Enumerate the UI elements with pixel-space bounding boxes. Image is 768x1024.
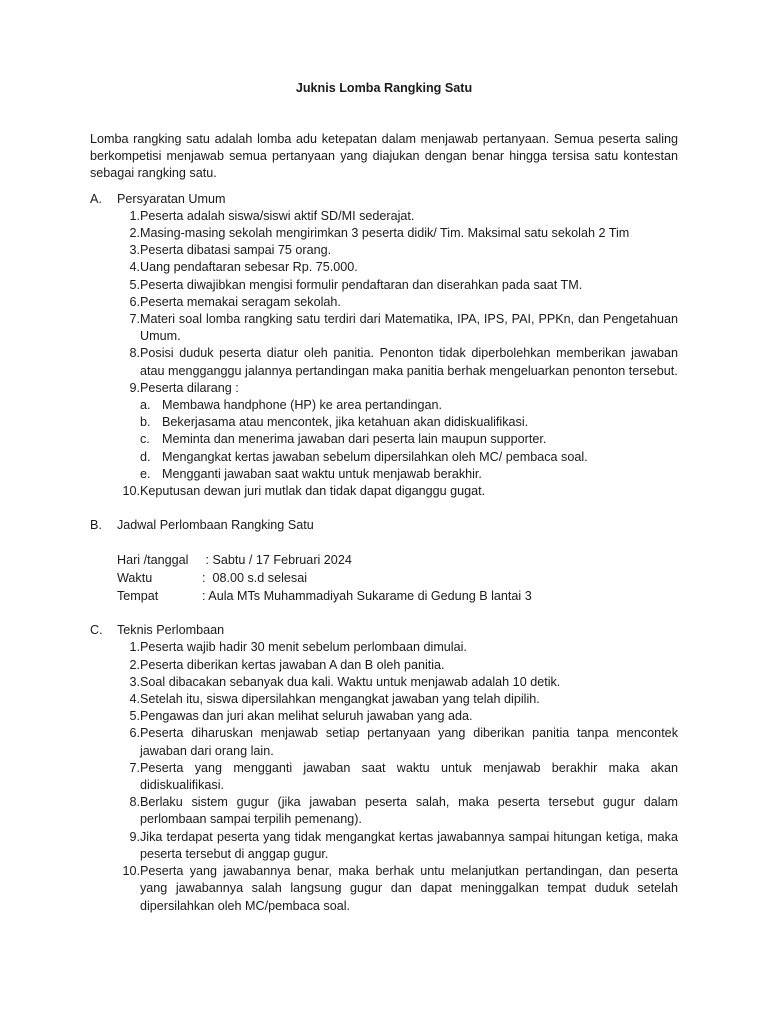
list-text: Setelah itu, siswa dipersilahkan mengangkat jawaban yang telah dipilih.	[140, 692, 540, 707]
document-page	[90, 80, 678, 915]
list-text: Materi soal lomba rangking satu terdiri dari Matematika, IPA, IPS, PAI, PPKn, dan Pengetahuan Umum.	[140, 312, 678, 344]
list-number: 4.	[129, 260, 140, 275]
list-text: Uang pendaftaran sebesar Rp. 75.000.	[140, 260, 358, 275]
sub-list-text: Membawa handphone (HP) ke area pertandingan.	[162, 398, 443, 413]
list-number: 7.	[129, 312, 140, 327]
schedule-row	[117, 570, 678, 588]
schedule-row	[117, 588, 678, 606]
list-number: 4.	[129, 692, 140, 707]
list-item	[117, 794, 678, 828]
list-number: 5.	[129, 277, 140, 292]
list-item	[117, 863, 678, 915]
list-number: 8.	[129, 346, 140, 361]
sub-list-item	[140, 449, 678, 466]
list-item	[117, 242, 678, 259]
sub-list-item	[140, 397, 678, 414]
intro-paragraph: Lomba rangking satu adalah lomba adu ketepatan dalam menjawab pertanyaan. Semua peserta saling berkompetisi menjawab semua pertanyaan yang diajukan dengan benar hingga tersisa satu kontestan sebagai rangking satu.	[90, 132, 678, 181]
list-number: 2.	[129, 226, 140, 241]
list-text: Jika terdapat peserta yang tidak mengangkat kertas jawabannya sampai hitungan ketiga, maka peserta tersebut di anggap gugur.	[140, 829, 678, 861]
list-number: 5.	[129, 709, 140, 724]
list-item	[117, 691, 678, 708]
list-number: 10.	[122, 864, 140, 879]
sub-list-letter: c.	[140, 432, 150, 447]
schedule-table	[117, 552, 678, 605]
sub-list-item	[140, 431, 678, 448]
list-number: 7.	[129, 760, 140, 775]
list-text: Soal dibacakan sebanyak dua kali. Waktu untuk menjawab adalah 10 detik.	[140, 674, 561, 689]
list-item	[117, 345, 678, 379]
list-number: 10.	[122, 484, 140, 499]
list-item	[117, 674, 678, 691]
schedule-label: Tempat	[117, 588, 159, 603]
list-item	[117, 294, 678, 311]
section-c-letter: C.	[90, 623, 103, 638]
sub-list-text: Meminta dan menerima jawaban dari peserta lain maupun supporter.	[162, 432, 547, 447]
list-text: Masing-masing sekolah mengirimkan 3 peserta didik/ Tim. Maksimal satu sekolah 2 Tim	[140, 226, 630, 241]
prohibition-sublist	[140, 397, 678, 483]
list-item	[117, 225, 678, 242]
list-text: Peserta dibatasi sampai 75 orang.	[140, 243, 332, 258]
sub-list-letter: d.	[140, 449, 151, 464]
schedule-label: Hari /tanggal	[117, 553, 189, 568]
list-item	[117, 657, 678, 674]
section-a-list	[117, 208, 678, 500]
list-text: Peserta memakai seragam sekolah.	[140, 294, 341, 309]
list-number: 9.	[129, 829, 140, 844]
sub-list-text: Mengganti jawaban saat waktu untuk menjawab berakhir.	[162, 466, 482, 481]
section-a-letter: A.	[90, 191, 102, 206]
list-number: 1.	[129, 208, 140, 223]
list-text: Keputusan dewan juri mutlak dan tidak dapat diganggu gugat.	[140, 484, 486, 499]
list-text: Peserta yang jawabannya benar, maka berhak untu melanjutkan pertandingan, dan peserta yang jawabannya salah langsung gugur dan dapat meninggalkan tempat duduk setelah dipersilahkan oleh MC/pembaca soal.	[140, 864, 678, 913]
list-item	[117, 311, 678, 345]
list-item	[117, 760, 678, 794]
section-b-letter: B.	[90, 518, 102, 533]
list-text: Posisi duduk peserta diatur oleh panitia. Penonton tidak diperbolehkan memberikan jawaban atau mengganggu jalannya pertandingan maka panitia berhak mengeluarkan penonton tersebut.	[140, 346, 678, 378]
sub-list-letter: b.	[140, 415, 151, 430]
list-text: Peserta adalah siswa/siswi aktif SD/MI sederajat.	[140, 208, 415, 223]
list-text: Peserta diberikan kertas jawaban A dan B oleh panitia.	[140, 657, 445, 672]
section-c-heading: Teknis Perlombaan	[117, 623, 225, 638]
section-c-list	[117, 639, 678, 914]
list-item	[117, 259, 678, 276]
section-a	[90, 191, 678, 501]
list-number: 9.	[129, 380, 140, 395]
schedule-value: : 08.00 s.d selesai	[202, 571, 308, 586]
list-text: Pengawas dan juri akan melihat seluruh jawaban yang ada.	[140, 709, 473, 724]
list-item	[117, 483, 678, 500]
schedule-value: : Aula MTs Muhammadiyah Sukarame di Gedung B lantai 3	[202, 588, 532, 603]
list-number: 3.	[129, 674, 140, 689]
list-number: 6.	[129, 294, 140, 309]
sub-list-text: Mengangkat kertas jawaban sebelum dipersilahkan oleh MC/ pembaca soal.	[162, 449, 588, 464]
list-number: 8.	[129, 795, 140, 810]
list-number: 6.	[129, 726, 140, 741]
list-number: 1.	[129, 640, 140, 655]
document-title: Juknis Lomba Rangking Satu	[295, 81, 473, 95]
section-b	[90, 517, 678, 605]
sub-list-item	[140, 466, 678, 483]
list-text: Peserta wajib hadir 30 menit sebelum perlombaan dimulai.	[140, 640, 467, 655]
list-item	[117, 725, 678, 759]
schedule-value: : Sabtu / 17 Februari 2024	[202, 553, 352, 568]
list-item	[117, 208, 678, 225]
section-c	[90, 622, 678, 914]
list-text: Peserta diwajibkan mengisi formulir pendaftaran dan diserahkan pada saat TM.	[140, 277, 583, 292]
sub-list-text: Bekerjasama atau mencontek, jika ketahuan akan didiskualifikasi.	[162, 415, 529, 430]
schedule-label: Waktu	[117, 571, 153, 586]
list-text: Peserta dilarang :	[140, 380, 239, 395]
list-number: 2.	[129, 657, 140, 672]
list-number: 3.	[129, 243, 140, 258]
sub-list-letter: e.	[140, 466, 151, 481]
section-a-heading: Persyaratan Umum	[117, 191, 226, 206]
list-text: Peserta diharuskan menjawab setiap pertanyaan yang diberikan panitia tanpa mencontek jawaban dari orang lain.	[140, 726, 678, 758]
list-text: Peserta yang mengganti jawaban saat waktu untuk menjawab berakhir maka akan didiskualifikasi.	[140, 760, 678, 793]
list-item	[117, 708, 678, 725]
list-text: Berlaku sistem gugur (jika jawaban peserta salah, maka peserta tersebut gugur dalam perlombaan sampai terpilih pemenang).	[140, 795, 678, 827]
list-item	[117, 639, 678, 656]
list-item	[117, 380, 678, 483]
sub-list-letter: a.	[140, 398, 151, 413]
sub-list-item	[140, 414, 678, 431]
list-item	[117, 829, 678, 863]
list-item	[117, 277, 678, 294]
schedule-row	[117, 552, 678, 570]
section-b-heading: Jadwal Perlombaan Rangking Satu	[117, 518, 314, 533]
